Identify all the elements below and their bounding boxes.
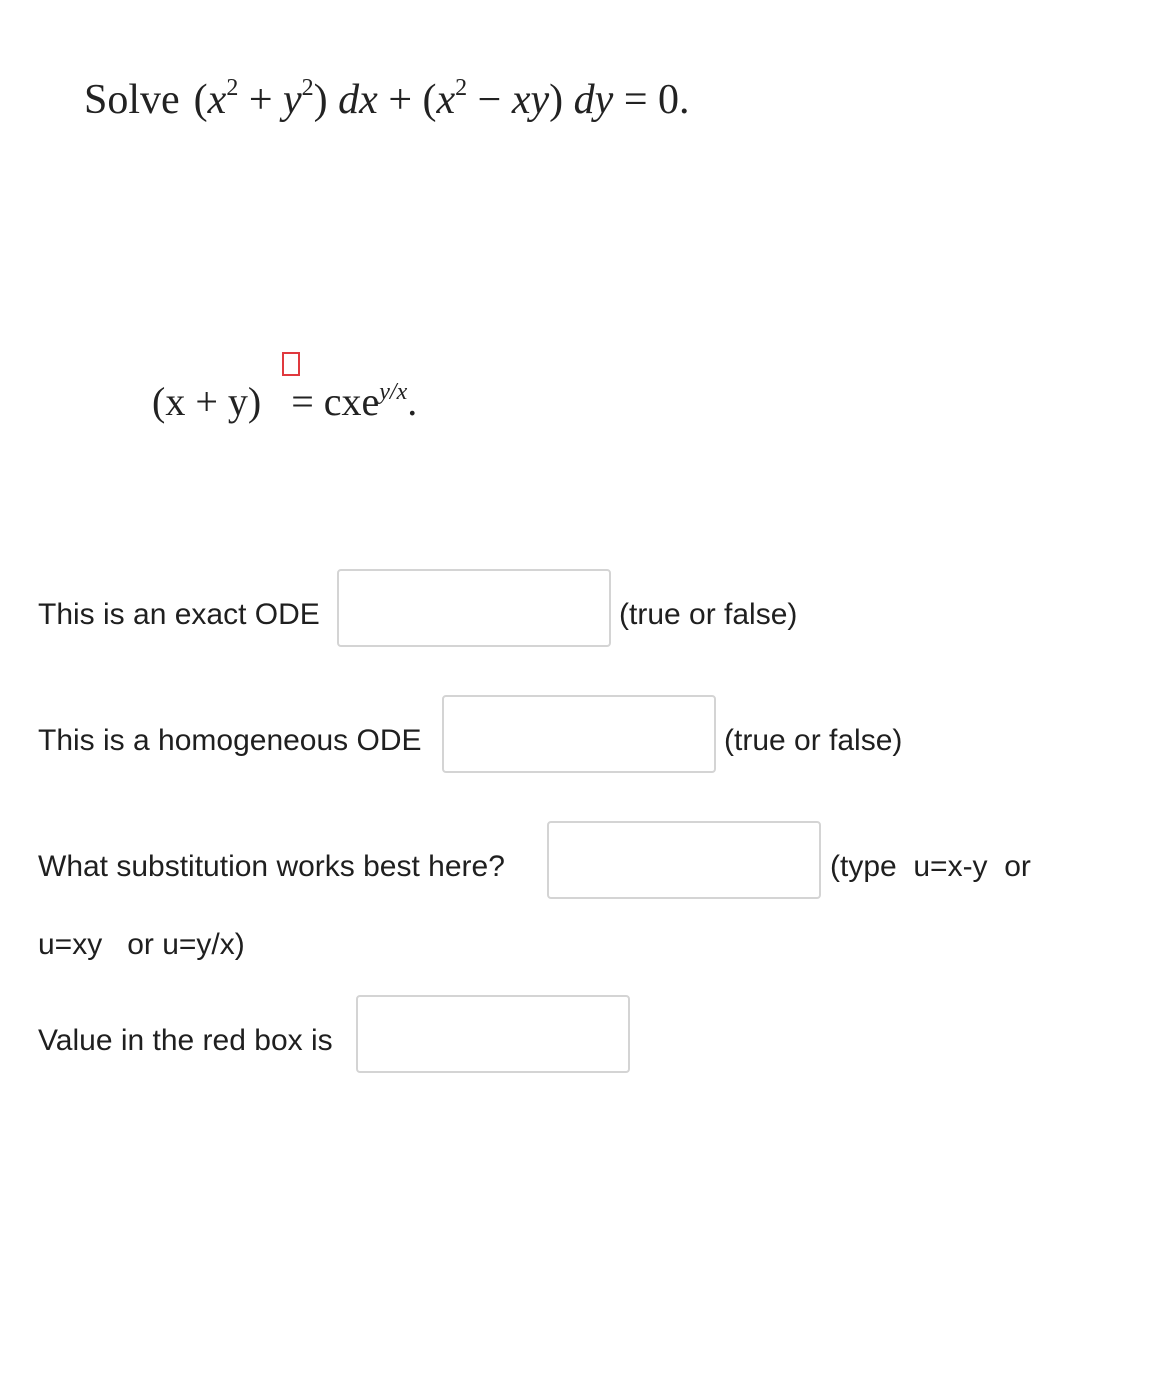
substitution-input[interactable] — [547, 821, 821, 899]
substitution-label: What substitution works best here? — [38, 850, 505, 883]
problem-statement — [84, 76, 690, 124]
answer-left: (x + y) — [152, 379, 262, 424]
answer-trailing: . — [407, 379, 418, 424]
exact-label: This is an exact ODE — [38, 598, 320, 631]
answer-exponent: y/x — [379, 379, 408, 405]
redbox-input[interactable] — [356, 995, 630, 1073]
homogeneous-label: This is a homogeneous ODE — [38, 724, 422, 757]
substitution-hint-continued: u=xy or u=y/x) — [38, 928, 245, 961]
answer-right-base: = cxe — [291, 379, 380, 424]
exact-hint: (true or false) — [619, 598, 798, 631]
substitution-hint: (type u=x-y or — [830, 850, 1031, 883]
red-box-placeholder — [282, 352, 300, 376]
homogeneous-hint: (true or false) — [724, 724, 903, 757]
problem-equation: $(x^2 + y^2)$ dx + $(x^2 - xy)$ dy = 0. — [193, 75, 690, 123]
exact-input[interactable] — [337, 569, 611, 647]
redbox-label: Value in the red box is — [38, 1024, 333, 1057]
homogeneous-input[interactable] — [442, 695, 716, 773]
problem-prefix: Solve — [84, 77, 180, 123]
answer-equation — [152, 378, 417, 425]
